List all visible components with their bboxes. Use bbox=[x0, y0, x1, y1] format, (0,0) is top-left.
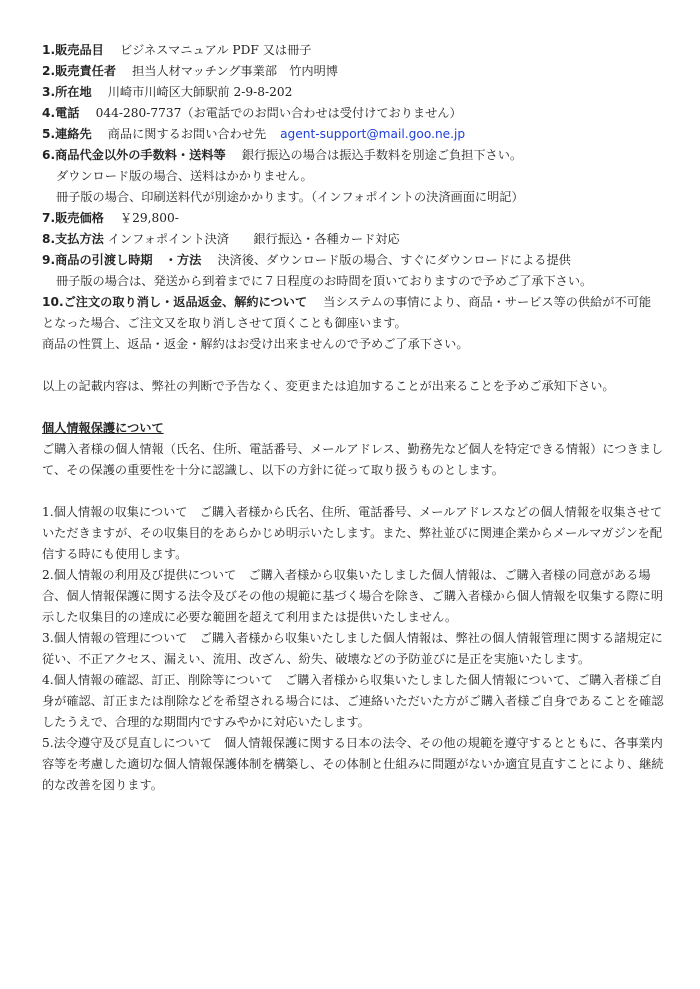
item-9-value: 決済後、ダウンロード版の場合、すぐにダウンロードによる提供 bbox=[217, 253, 571, 267]
privacy-intro: ご購入者様の個人情報（氏名、住所、電話番号、メールアドレス、勤務先など個人を特定できる情報）につきまして、その保護の重要性を十分に認識し、以下の方針に従って取り扱うものとします。 bbox=[42, 442, 664, 477]
item-7-line bbox=[42, 208, 667, 229]
item-6-label: 6.商品代金以外の手数料・送料等 bbox=[42, 148, 226, 162]
item-10-line bbox=[42, 292, 667, 313]
notice-text: 以上の記載内容は、弊社の判断で予告なく、変更または追加することが出来ることを予めご承知下さい。 bbox=[42, 379, 615, 393]
item-3-line bbox=[42, 82, 667, 103]
spacer bbox=[42, 355, 667, 376]
item-6-line bbox=[42, 145, 667, 166]
item-3-label: 3.所在地 bbox=[42, 85, 92, 99]
item-6-value: 銀行振込の場合は振込手数料を別途ご負担下さい。 bbox=[241, 148, 523, 162]
item-1-line bbox=[42, 40, 667, 61]
item-4-label: 4.電話 bbox=[42, 106, 80, 120]
item-8-line bbox=[42, 229, 667, 250]
privacy-paragraph-2: 2.個人情報の利用及び提供について ご購入者様から収集いたしました個人情報は、ご購入者様の同意がある場合、個人情報保護に関する法令及びその他の規範に基づく場合を除き、ご購入者様から個人情報を収集する際に明示した収集目的の達成に必要な範囲を超えて利用または提供いたしません。 bbox=[42, 568, 664, 624]
item-10-label: 10.ご注文の取り消し・返品返金、解約について bbox=[42, 295, 308, 309]
item-4-line bbox=[42, 103, 667, 124]
item-5-value: 商品に関するお問い合わせ先 bbox=[107, 127, 267, 141]
privacy-heading-line bbox=[42, 418, 667, 439]
privacy-paragraph-1: 1.個人情報の収集について ご購入者様から氏名、住所、電話番号、メールアドレスなどの個人情報を収集させていただきますが、その収集目的をあらかじめ明示いたします。また、弊社並びに関連企業からメールマガジンを配信する時にも使用します。 bbox=[42, 505, 663, 561]
item-5-line bbox=[42, 124, 667, 145]
support-email-link[interactable]: agent-support@mail.goo.ne.jp bbox=[280, 127, 466, 141]
item-8-value: インフォポイント決済 銀行振込・各種カード対応 bbox=[107, 232, 400, 246]
item-10-line-2: となった場合、ご注文又を取り消しさせて頂くことも御座います。 bbox=[42, 316, 407, 330]
item-7-value: ￥29,800- bbox=[119, 211, 179, 225]
item-8-label: 8.支払方法 bbox=[42, 232, 104, 246]
item-2-label: 2.販売責任者 bbox=[42, 64, 117, 78]
privacy-heading: 個人情報保護について bbox=[42, 421, 164, 435]
item-2-line bbox=[42, 61, 667, 82]
item-9-line bbox=[42, 250, 667, 271]
document-content bbox=[42, 40, 667, 796]
privacy-paragraph-5: 5.法令遵守及び見直しについて 個人情報保護に関する日本の法令、その他の規範を遵守するとともに、各事業内容等を考慮した適切な個人情報保護体制を構築し、その体制と仕組みに問題がないか適宜見直すことにより、継続的な改善を図ります。 bbox=[42, 736, 664, 792]
item-1-label: 1.販売品目 bbox=[42, 43, 104, 57]
item-5-label: 5.連絡先 bbox=[42, 127, 92, 141]
privacy-paragraph-4: 4.個人情報の確認、訂正、削除等について ご購入者様から収集いたしました個人情報について、ご購入者様ご自身が確認、訂正または削除などを希望される場合には、ご連絡いただいた方がご購入者様ご自身であることを確認したうえで、合理的な期間内ですみやかに対応いたします。 bbox=[42, 673, 664, 729]
item-10-line-3: 商品の性質上、返品・返金・解約はお受け出来ませんので予めご了承下さい。 bbox=[42, 337, 469, 351]
item-9-line-2: 冊子版の場合は、発送から到着までに７日程度のお時間を頂いておりますので予めご了承下さい。 bbox=[56, 274, 593, 288]
item-6-line-2: ダウンロード版の場合、送料はかかりません。 bbox=[56, 169, 313, 183]
item-7-label: 7.販売価格 bbox=[42, 211, 104, 225]
item-6-line-3: 冊子版の場合、印刷送料代が別途かかります。（インフォポイントの決済画面に明記） bbox=[56, 190, 524, 204]
item-2-value: 担当人材マッチング事業部 竹内明博 bbox=[132, 64, 338, 78]
item-3-value: 川崎市川崎区大師駅前 2-9-8-202 bbox=[107, 85, 293, 99]
spacer bbox=[42, 481, 667, 502]
item-4-value: 044-280-7737（お電話でのお問い合わせは受付けておりません） bbox=[95, 106, 462, 120]
item-1-value: ビジネスマニュアル PDF 又は冊子 bbox=[119, 43, 312, 57]
item-10-value: 当システムの事情により、商品・サービス等の供給が不可能 bbox=[323, 295, 652, 309]
item-9-label: 9.商品の引渡し時期 ・方法 bbox=[42, 253, 202, 267]
privacy-paragraph-3: 3.個人情報の管理について ご購入者様から収集いたしました個人情報は、弊社の個人情報管理に関する諸規定に従い、不正アクセス、漏えい、流用、改ざん、紛失、破壊などの予防並びに是正を実施いたします。 bbox=[42, 631, 663, 666]
spacer bbox=[42, 397, 667, 418]
